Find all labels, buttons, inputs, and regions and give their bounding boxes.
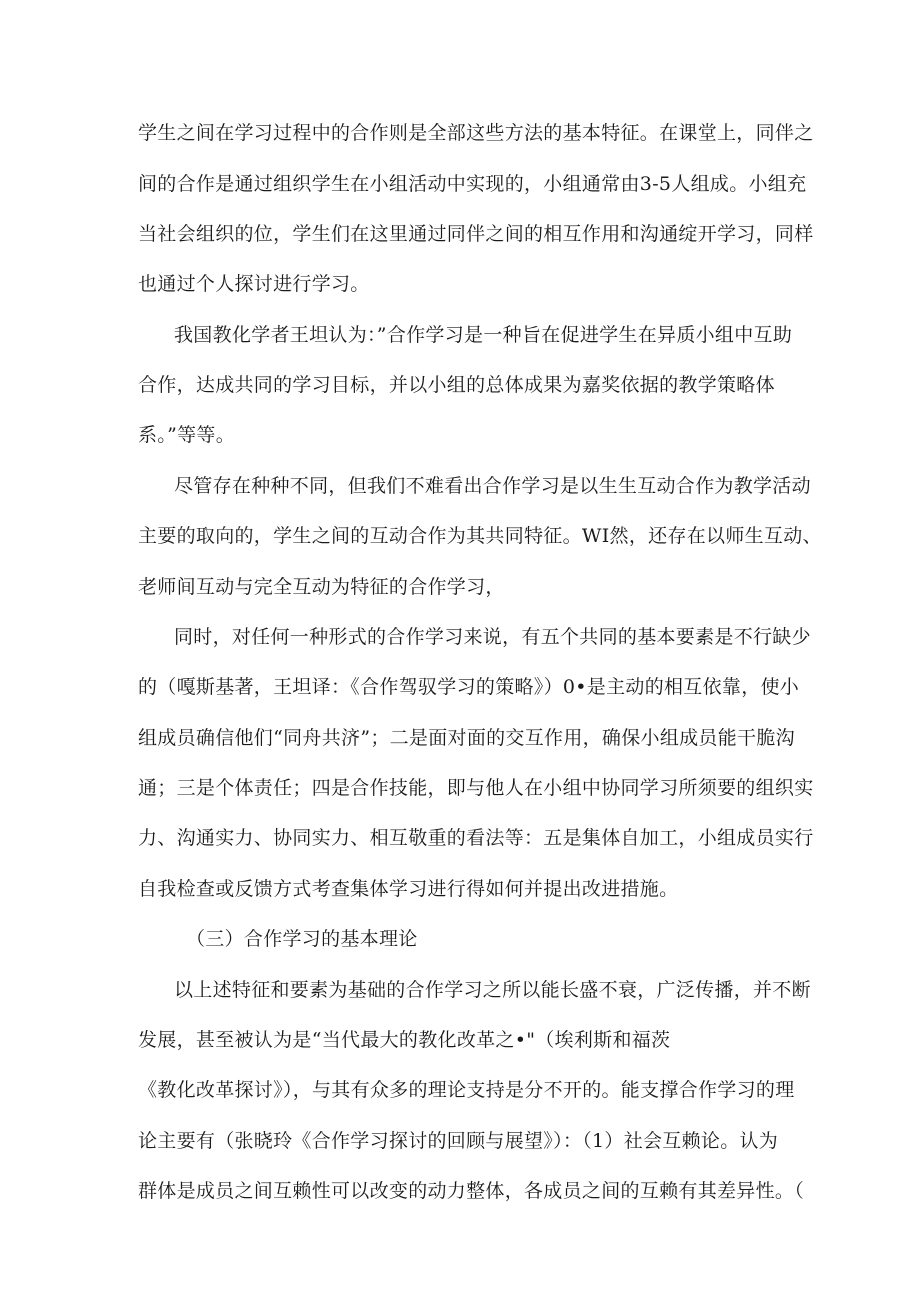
section-heading: （三）合作学习的基本理论 xyxy=(186,928,418,950)
paragraph-line: 系。”等等。 xyxy=(138,424,236,446)
paragraph-line: 的（嘎斯基著，王坦译：《合作驾驭学习的策略》）0•是主动的相互依靠，使小 xyxy=(138,676,800,698)
paragraph-line: 间的合作是通过组织学生在小组活动中实现的，小组通常由3-5人组成。小组充 xyxy=(138,173,807,195)
paragraph-line: 同时，对任何一种形式的合作学习来说，有五个共同的基本要素是不行缺少 xyxy=(174,626,811,648)
paragraph-line: 组成员确信他们“同舟共济”；二是面对面的交互作用，确保小组成员能干脆沟 xyxy=(138,727,795,749)
paragraph-line: 我国教化学者王坦认为：”合作学习是一种旨在促进学生在异质小组中互助 xyxy=(174,324,793,346)
paragraph-line: 群体是成员之间互赖性可以改变的动力整体，各成员之间的互赖有其差异性。（ xyxy=(138,1180,805,1202)
paragraph-line: 通；三是个体责任；四是合作技能，即与他人在小组中协同学习所须要的组织实 xyxy=(138,777,814,799)
paragraph-line: 合作，达成共同的学习目标，并以小组的总体成果为嘉奖依据的教学策略体 xyxy=(138,374,775,396)
paragraph-line: 自我检查或反馈方式考查集体学习进行得如何并提出改进措施。 xyxy=(138,878,679,900)
paragraph-line: 学生之间在学习过程中的合作则是全部这些方法的基本特征。在课堂上，同伴之 xyxy=(138,122,814,144)
paragraph-line: 发展，甚至被认为是“当代最大的教化改革之•"（埃利斯和福茨 xyxy=(138,1029,671,1051)
paragraph-line: 当社会组织的位，学生们在这里通过同伴之间的相互作用和沟通绽开学习，同样 xyxy=(138,223,814,245)
paragraph-line: 论主要有（张晓玲《合作学习探讨的回顾与展望》）：（1）社会互赖论。认为 xyxy=(138,1130,779,1152)
paragraph-line: 《教化改革探讨》），与其有众多的理论支持是分不开的。能支撑合作学习的理 xyxy=(138,1079,795,1101)
paragraph-line: 也通过个人探讨进行学习。 xyxy=(138,273,370,295)
paragraph-line: 老师间互动与完全互动为特征的合作学习， xyxy=(138,576,505,598)
paragraph-line: 尽管存在种种不同，但我们不难看出合作学习是以生生互动合作为教学活动 xyxy=(174,475,811,497)
paragraph-line: 力、沟通实力、协同实力、相互敬重的看法等：五是集体自加工，小组成员实行 xyxy=(138,827,814,849)
paragraph-line: 主要的取向的，学生之间的互动合作为其共同特征。WI然，还存在以师生互动、 xyxy=(138,525,822,547)
paragraph-line: 以上述特征和要素为基础的合作学习之所以能长盛不衰，广泛传播，并不断 xyxy=(174,979,811,1001)
